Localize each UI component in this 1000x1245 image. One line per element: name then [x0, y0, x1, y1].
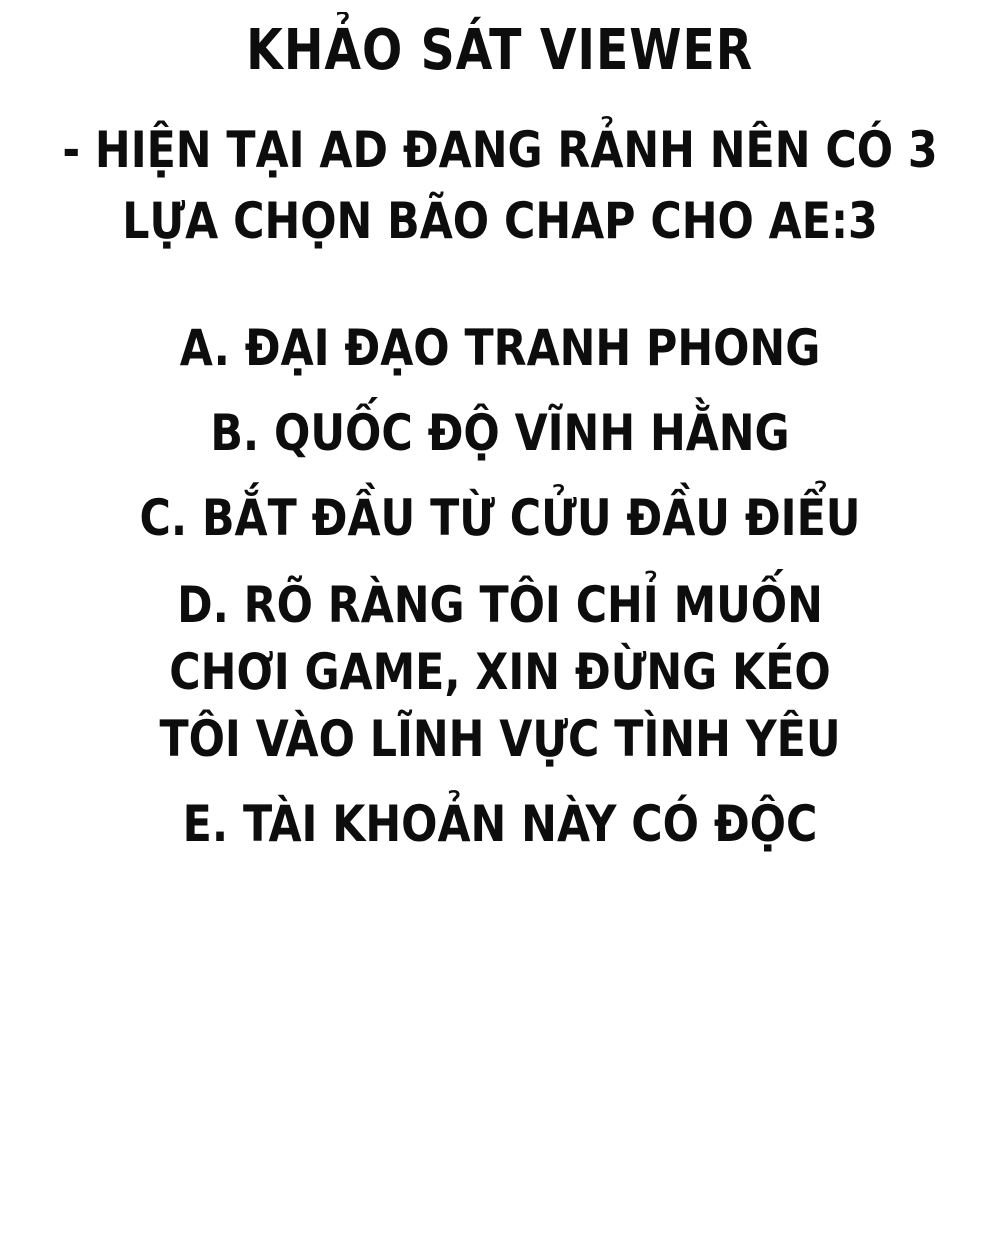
option-d-line-2: CHƠI GAME, XIN ĐỪNG KÉO: [169, 642, 831, 701]
option-b: [73, 402, 928, 465]
option-d-line-3: TÔI VÀO LĨNH VỰC TÌNH YÊU: [159, 709, 841, 768]
option-a: [73, 317, 928, 380]
option-c-line-1: C. BẮT ĐẦU TỪ CỬU ĐẦU ĐIỂU: [139, 488, 861, 547]
option-a-line-1: A. ĐẠI ĐẠO TRANH PHONG: [179, 318, 821, 377]
option-e-line-1: E. TÀI KHOẢN NÀY CÓ ĐỘC: [182, 794, 818, 853]
option-d: [73, 572, 928, 773]
intro-line-2: LỰA CHỌN BÃO CHAP CHO AE:3: [122, 191, 878, 250]
page-title: KHẢO SÁT VIEWER: [246, 18, 754, 83]
option-c: [73, 487, 928, 550]
intro-text: [44, 115, 956, 257]
option-d-line-1: D. RÕ RÀNG TÔI CHỈ MUỐN: [177, 575, 823, 634]
intro-line-1: - HIỆN TẠI AD ĐANG RẢNH NÊN CÓ 3: [62, 120, 938, 179]
option-e: [73, 793, 928, 856]
options-list: [50, 317, 950, 878]
option-b-line-1: B. QUỐC ĐỘ VĨNH HẰNG: [210, 403, 790, 462]
